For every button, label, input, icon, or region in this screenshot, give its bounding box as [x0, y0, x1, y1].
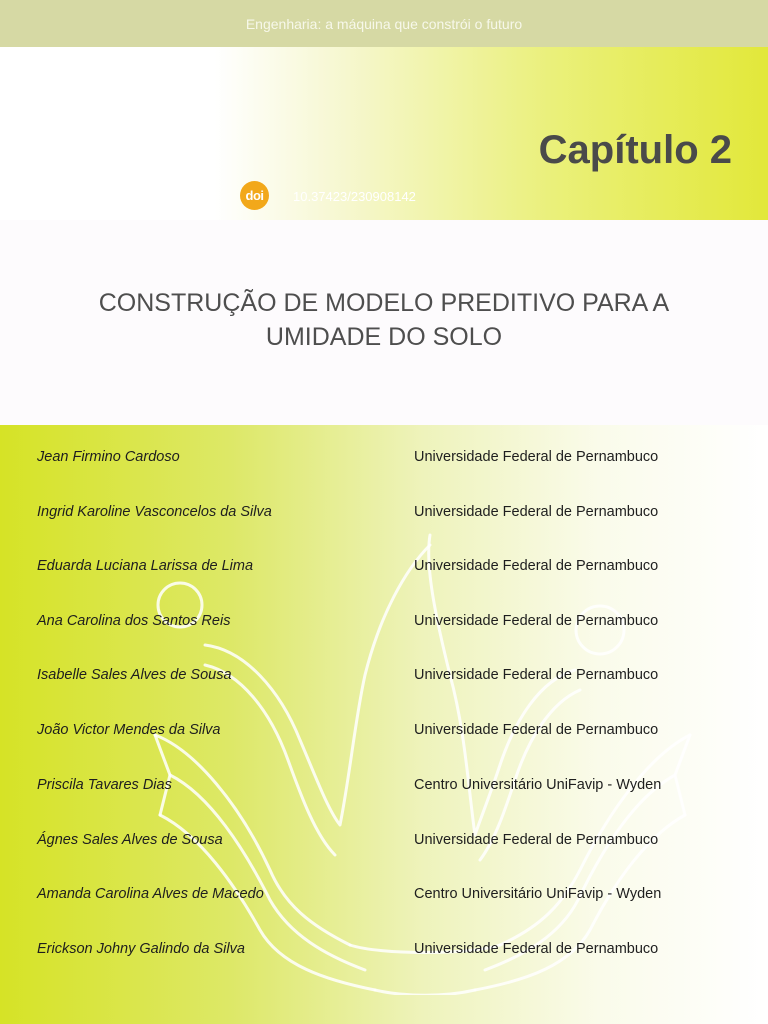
chapter-label: Capítulo 2 [538, 128, 732, 172]
author-institution: Centro Universitário UniFavip - Wyden [414, 886, 662, 902]
author-name: Amanda Carolina Alves de Macedo [37, 886, 264, 902]
author-name: Erickson Johny Galindo da Silva [37, 941, 245, 957]
author-name: Ana Carolina dos Santos Reis [37, 613, 231, 629]
author-institution: Universidade Federal de Pernambuco [414, 941, 659, 957]
author-row [0, 613, 768, 635]
author-institution: Universidade Federal de Pernambuco [414, 832, 659, 848]
article-title [40, 286, 728, 354]
author-row [0, 832, 768, 854]
author-row [0, 667, 768, 689]
author-institution: Universidade Federal de Pernambuco [414, 504, 659, 520]
author-name: Ingrid Karoline Vasconcelos da Silva [37, 504, 272, 520]
author-institution: Universidade Federal de Pernambuco [414, 613, 659, 629]
author-name: Ágnes Sales Alves de Sousa [37, 832, 223, 848]
author-row [0, 722, 768, 744]
author-name: João Victor Mendes da Silva [37, 722, 221, 738]
author-name: Eduarda Luciana Larissa de Lima [37, 558, 254, 574]
author-row [0, 449, 768, 471]
header-bar [0, 0, 768, 47]
author-institution: Centro Universitário UniFavip - Wyden [414, 777, 662, 793]
author-row [0, 886, 768, 908]
article-title-line1: CONSTRUÇÃO DE MODELO PREDITIVO PARA A [98, 289, 670, 317]
author-row [0, 504, 768, 526]
author-institution: Universidade Federal de Pernambuco [414, 667, 659, 683]
author-row [0, 777, 768, 799]
author-name: Priscila Tavares Dias [37, 777, 172, 793]
doi-icon: doi [240, 181, 269, 210]
article-title-line2: UMIDADE DO SOLO [265, 323, 503, 351]
author-institution: Universidade Federal de Pernambuco [414, 722, 659, 738]
author-row [0, 558, 768, 580]
author-row [0, 941, 768, 963]
author-name: Isabelle Sales Alves de Sousa [37, 667, 232, 683]
author-institution: Universidade Federal de Pernambuco [414, 449, 659, 465]
doi-link[interactable]: 10.37423/230908142 [293, 189, 416, 204]
author-institution: Universidade Federal de Pernambuco [414, 558, 659, 574]
book-title: Engenharia: a máquina que constrói o futuro [245, 16, 523, 32]
author-name: Jean Firmino Cardoso [37, 449, 180, 465]
